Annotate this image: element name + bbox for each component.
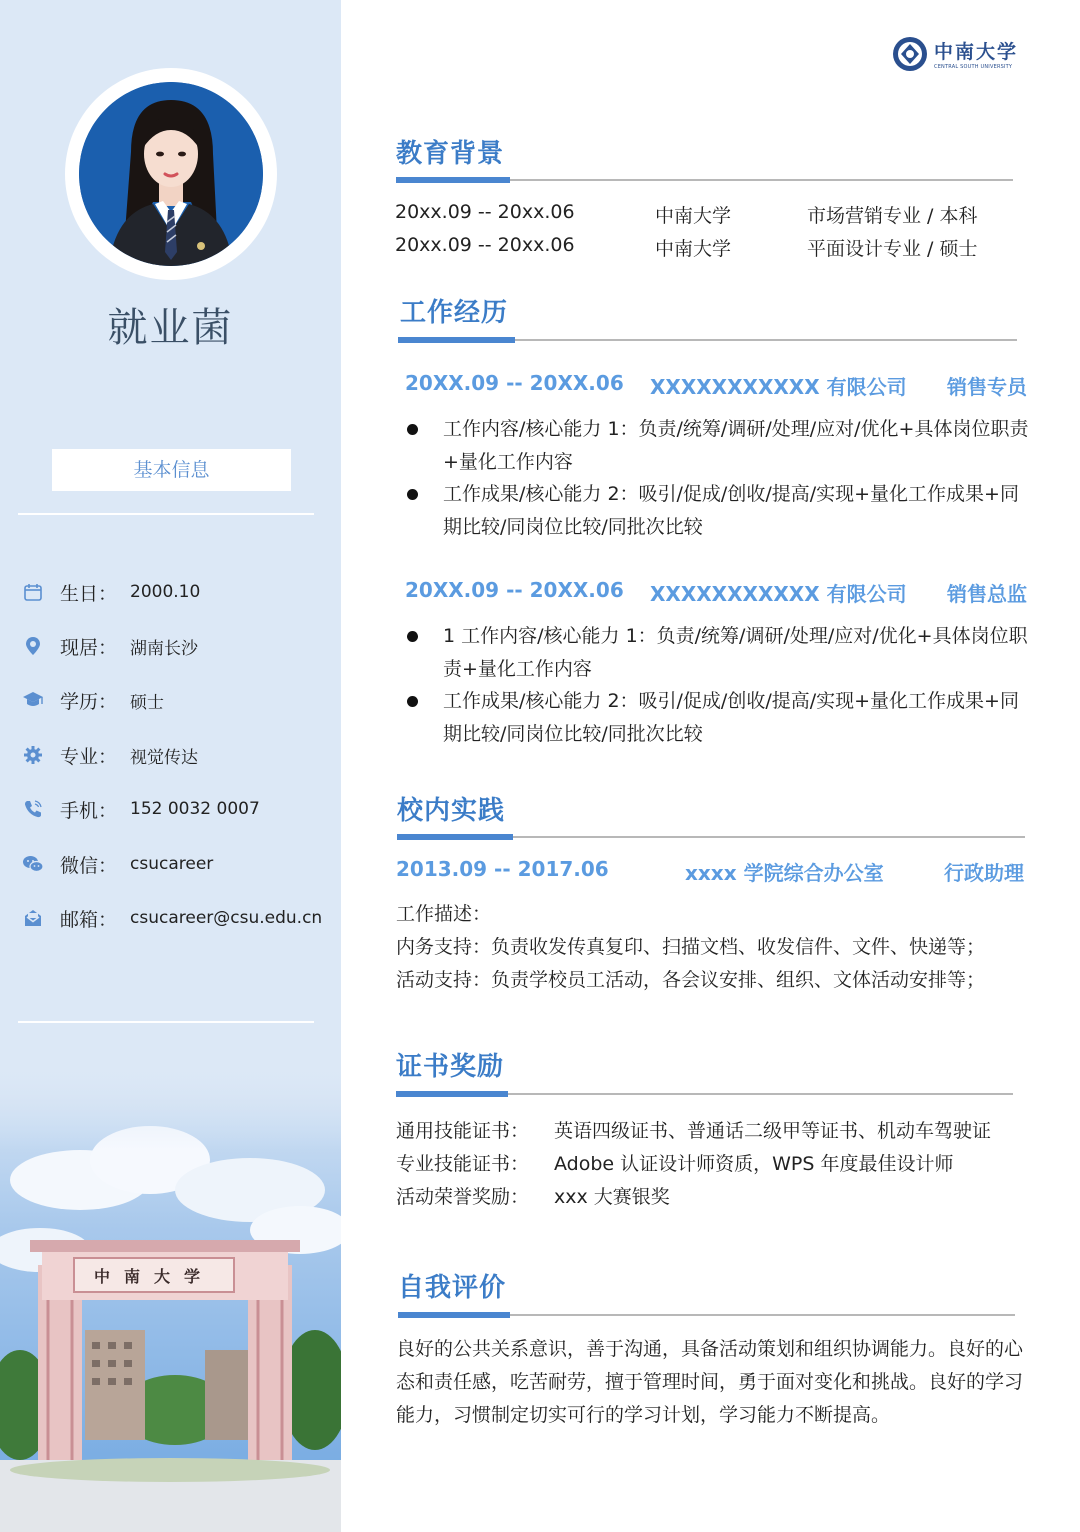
wechat-icon [22, 853, 44, 875]
job-bullet [405, 620, 1033, 686]
section-accent-bar [397, 834, 513, 840]
university-emblem-icon [892, 36, 928, 76]
info-row-degree [22, 684, 164, 716]
info-row-email [22, 902, 322, 934]
info-row-major [22, 739, 198, 771]
bullet-dot [407, 489, 418, 500]
basic-info-label: 基本信息 [52, 449, 291, 491]
job-header [405, 578, 1030, 608]
bullet-text: 工作成果/核心能力 2：吸引/促成/创收/提高/实现+量化工作成果+同期比较/同岗位比较/同批次比较 [443, 690, 1019, 745]
section-title-education: 教育背景 [396, 139, 505, 169]
gear-icon [22, 744, 44, 766]
sidebar [0, 0, 341, 1532]
info-key: 邮箱： [60, 908, 118, 931]
info-value: 152 0032 0007 [130, 799, 260, 819]
section-title-self-evaluation: 自我评价 [398, 1273, 507, 1303]
campus-role: 行政助理 [944, 861, 1024, 885]
info-row-wechat [22, 848, 213, 880]
job-period: 20XX.09 -- 20XX.06 [405, 371, 624, 395]
cert-row [396, 1149, 1026, 1179]
candidate-name: 就业菌 [107, 305, 234, 351]
info-key: 微信： [60, 854, 118, 877]
section-accent-bar [398, 1312, 510, 1318]
cert-key: 专业技能证书： [396, 1153, 530, 1175]
mail-icon [22, 907, 44, 929]
info-value: 2000.10 [130, 582, 201, 602]
info-key: 现居： [60, 636, 118, 659]
section-accent-bar [398, 337, 515, 343]
info-value: csucareer [130, 854, 214, 874]
bullet-text: 工作内容/核心能力 1：负责/统筹/调研/处理/应对/优化+具体岗位职责+量化工作内容 [443, 418, 1029, 473]
bullet-dot [407, 631, 418, 642]
edu-period: 20xx.09 -- 20xx.06 [395, 234, 575, 256]
section-accent-bar [396, 1091, 508, 1097]
bullet-dot [407, 424, 418, 435]
info-key: 专业： [60, 745, 118, 768]
svg-text:中南大学: 中南大学 [93, 1267, 215, 1286]
location-pin-icon [22, 635, 44, 657]
phone-icon [22, 798, 44, 820]
info-row-residence [22, 630, 198, 662]
campus-line: 活动支持：负责学校员工活动，各会议安排、组织、文体活动安排等； [396, 969, 986, 991]
info-value: 硕士 [130, 692, 164, 713]
info-row-birthday [22, 576, 200, 608]
info-key: 生日： [60, 582, 118, 605]
job-header [405, 371, 1030, 401]
edu-major: 平面设计专业 / 硕士 [807, 238, 978, 260]
campus-line: 工作描述： [396, 903, 492, 925]
university-name-en: CENTRAL SOUTH UNIVERSITY [934, 64, 1013, 70]
graduation-cap-icon [22, 689, 44, 711]
cert-key: 通用技能证书： [396, 1120, 530, 1142]
info-value: 视觉传达 [130, 747, 198, 768]
cert-value: 英语四级证书、普通话二级甲等证书、机动车驾驶证 [554, 1120, 992, 1142]
job-company: XXXXXXXXXXX 有限公司 [650, 375, 907, 399]
edu-school: 中南大学 [655, 238, 732, 260]
cert-value: xxx 大赛银奖 [554, 1186, 670, 1208]
job-role: 销售专员 [947, 375, 1027, 399]
university-name-cn: 中南大学 [934, 41, 1019, 63]
campus-period: 2013.09 -- 2017.06 [396, 857, 609, 881]
education-row [395, 234, 1015, 262]
info-key: 学历： [60, 690, 118, 713]
job-bullet [405, 478, 1033, 544]
job-period: 20XX.09 -- 20XX.06 [405, 578, 624, 602]
info-row-phone [22, 793, 260, 825]
job-bullet [405, 413, 1033, 479]
calendar-icon [22, 581, 44, 603]
section-title-work: 工作经历 [400, 298, 509, 328]
bullet-text: 1 工作内容/核心能力 1：负责/统筹/调研/处理/应对/优化+具体岗位职责+量化工作内容 [443, 625, 1028, 680]
education-row [395, 201, 1015, 229]
profile-photo [79, 82, 263, 266]
cert-value: Adobe 认证设计师资质，WPS 年度最佳设计师 [554, 1153, 954, 1175]
bullet-dot [407, 696, 418, 707]
campus-org: xxxx 学院综合办公室 [685, 861, 884, 885]
cert-key: 活动荣誉奖励： [396, 1186, 530, 1208]
campus-gate-image [0, 1060, 341, 1532]
job-role: 销售总监 [947, 582, 1027, 606]
university-logo [892, 36, 1032, 76]
divider [18, 1021, 314, 1023]
job-company: XXXXXXXXXXX 有限公司 [650, 582, 907, 606]
campus-line: 内务支持：负责收发传真复印、扫描文档、收发信件、文件、快递等； [396, 936, 986, 958]
section-accent-bar [396, 177, 510, 183]
edu-school: 中南大学 [655, 205, 732, 227]
edu-major: 市场营销专业 / 本科 [807, 205, 978, 227]
self-evaluation-text: 良好的公共关系意识，善于沟通，具备活动策划和组织协调能力。良好的心态和责任感，吃苦耐劳，擅于管理时间，勇于面对变化和挑战。良好的学习能力，习惯制定切实可行的学习计划，学习能力不断提高。 [396, 1338, 1024, 1426]
edu-period: 20xx.09 -- 20xx.06 [395, 201, 575, 223]
job-bullet [405, 685, 1033, 751]
cert-row [396, 1116, 1026, 1146]
info-key: 手机： [60, 799, 118, 822]
section-title-certificates: 证书奖励 [396, 1052, 505, 1082]
section-title-campus: 校内实践 [397, 796, 506, 826]
info-value: csucareer@csu.edu.cn [130, 908, 323, 928]
cert-row [396, 1182, 1026, 1212]
info-value: 湖南长沙 [130, 638, 198, 659]
campus-header [396, 857, 1026, 887]
bullet-text: 工作成果/核心能力 2：吸引/促成/创收/提高/实现+量化工作成果+同期比较/同岗位比较/同批次比较 [443, 483, 1019, 538]
divider [18, 513, 314, 515]
